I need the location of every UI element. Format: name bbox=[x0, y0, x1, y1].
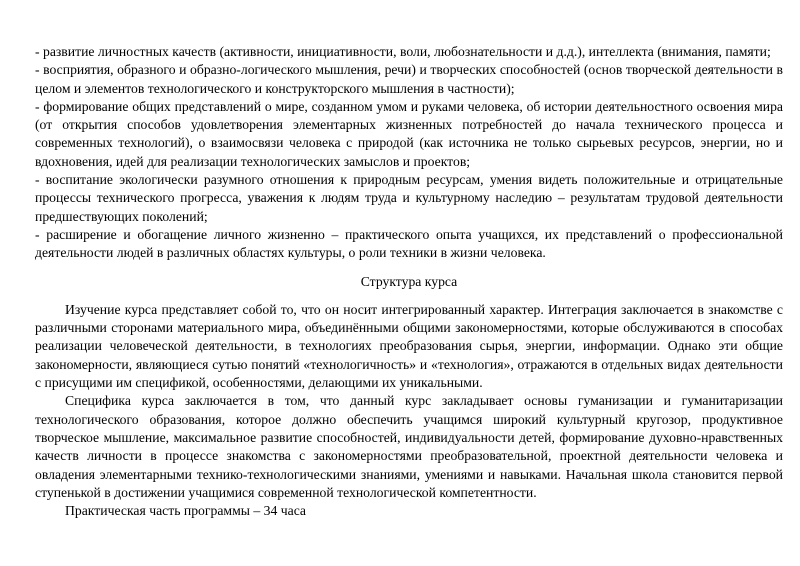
section-heading-course-structure: Структура курса bbox=[360, 273, 458, 289]
bullet-paragraph-ecology: - воспитание экологически разумного отношения к природным ресурсам, умения видеть положительные и отрицательные процессы технического прогресса, уважения к людям труда и культурному наследию – результатам трудовой деятельности предшествующих поколений; bbox=[35, 172, 783, 224]
body-paragraph-course-specifics: Специфика курса заключается в том, что данный курс закладывает основы гуманизации и гуманитаризации технологического образования, которое должно обеспечить учащимся широкий культурный кругозор, продуктивное творческое мышление, максимальное развитие способностей, индивидуальности детей, формирование духовно-нравственных качеств личности в процессе знакомства с закономерностями преобразовательной, проектной деятельности человека и овладения элементарными технико-технологическими знаниями, умениями и навыками. Начальная школа становится первой ступенькой в достижении учащимися современной технологической компетентности. bbox=[35, 393, 783, 500]
bullet-paragraph-experience: - расширение и обогащение личного жизненно – практического опыта учащихся, их представлений о профессиональной деятельности людей в различных областях культуры, о роли техники в жизни человека. bbox=[35, 226, 783, 261]
practical-part-line: Практическая часть программы – 34 часа bbox=[65, 503, 307, 519]
bullet-paragraph-world-view: - формирование общих представлений о мире, созданном умом и руками человека, об истории деятельностного освоения мира (от открытия способов удовлетворения элементарных жизненных потребностей до начала технического процесса и современных технологий), о взаимосвязи человека с природой (как источника не только сырьевых ресурсов, энергии, но и вдохновения, идей для реализации технологических замыслов и проектов; bbox=[35, 98, 783, 169]
bullet-paragraph-development: - развитие личностных качеств (активности, инициативности, воли, любознательности и д.д.), интеллекта (внимания, памяти; bbox=[35, 44, 771, 59]
bullet-paragraph-perception: - восприятия, образного и образно-логического мышления, речи) и творческих способностей (основ творческой деятельности в целом и элементов технологического и конструкторского мышления в частности); bbox=[35, 62, 783, 96]
body-paragraph-course-integration: Изучение курса представляет собой то, что он носит интегрированный характер. Интеграция заключается в знакомстве с различными сторонами материального мира, объединёнными общими закономерностями, которые обслуживаются в способах реализации человеческой деятельности, в технологиях преобразования сырья, энергии, информации. Однако эти общие закономерности, являющиеся сутью понятий «технологичность» и «технология», отражаются в отдельных видах деятельности с присущими им спецификой, особенностями, делающими их уникальными. bbox=[35, 301, 783, 391]
